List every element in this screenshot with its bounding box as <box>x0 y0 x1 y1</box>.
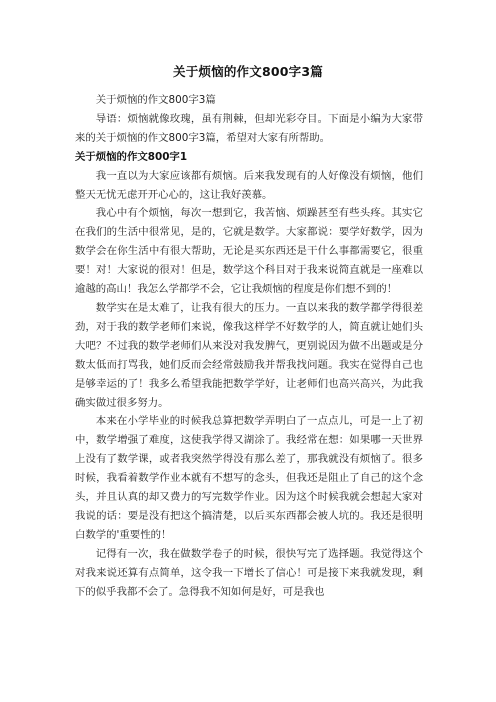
paragraph: 我一直以为大家应该都有烦恼。后来我发现有的人好像没有烦恼，他们整天无忧无虑开开心心的，这让我好羡慕。 <box>75 169 423 201</box>
paragraph: 本来在小学毕业的时候我总算把数学弄明白了一点点儿，可是一上了初中，数学增强了难度，这使我学得又湖涂了。我经常在想：如果哪一天世界上没有了数学课，或者我突然学得没有那么差了，那我就没有烦恼了。很多时候，我看着数学作业本就有不想写的念头，但我还是阻止了自己的这个念头，并且认真的却又费力的写完数学作业。因为这个时候我就会想起大家对我说的话：要是没有把这个搞清楚，以后买东西都会被人坑的。我还是很明白数学的'重要性的！ <box>75 415 423 541</box>
intro-title: 关于烦恼的作文800字3篇 <box>95 94 216 106</box>
section-heading: 关于烦恼的作文800字1 <box>75 150 188 163</box>
document-body <box>75 91 423 601</box>
paragraph: 我心中有个烦恼，每次一想到它，我苦恼、烦躁甚至有些头疼。其实它在我们的生活中很常见，是的，它就是数学。大家都说：要学好数学，因为数学会在你生活中有很大帮助，无论是买东西还是干什么事都需要它，很重要！对！大家说的很对！但是，数学这个科目对于我来说简直就是一座难以逾越的高山！我怎么学都学不会，它让我烦恼的程度是你们想不到的！ <box>75 207 423 296</box>
document-title: 关于烦恼的作文800字3篇 <box>173 64 323 79</box>
intro-text: 导语：烦恼就像玫瑰，虽有荆棘，但却光彩夺目。下面是小编为大家带来的关于烦恼的作文800字3篇，希望对大家有所帮助。 <box>75 112 423 144</box>
paragraph: 数学实在是太难了，让我有很大的压力。一直以来我的数学都学得很差劲，对于我的数学老师们来说，像我这样学不好数学的人，简直就让她们头大吧？不过我的数学老师们从来没对我发脾气，更别说因为做不出题或是分数太低而打骂我，她们反而会经常鼓励我并帮我找问题。我实在觉得自己也是够幸运的了！我多么希望我能把数学学好，让老师们也高兴高兴，为此我确实做过很多努力。 <box>75 301 423 409</box>
paragraph: 记得有一次，我在做数学卷子的时候，很快写完了选择题。我觉得这个对我来说还算有点简单，这令我一下增长了信心！可是接下来我就发现，剩下的似乎我都不会了。急得我不知如何是好，可是我也 <box>75 547 423 598</box>
